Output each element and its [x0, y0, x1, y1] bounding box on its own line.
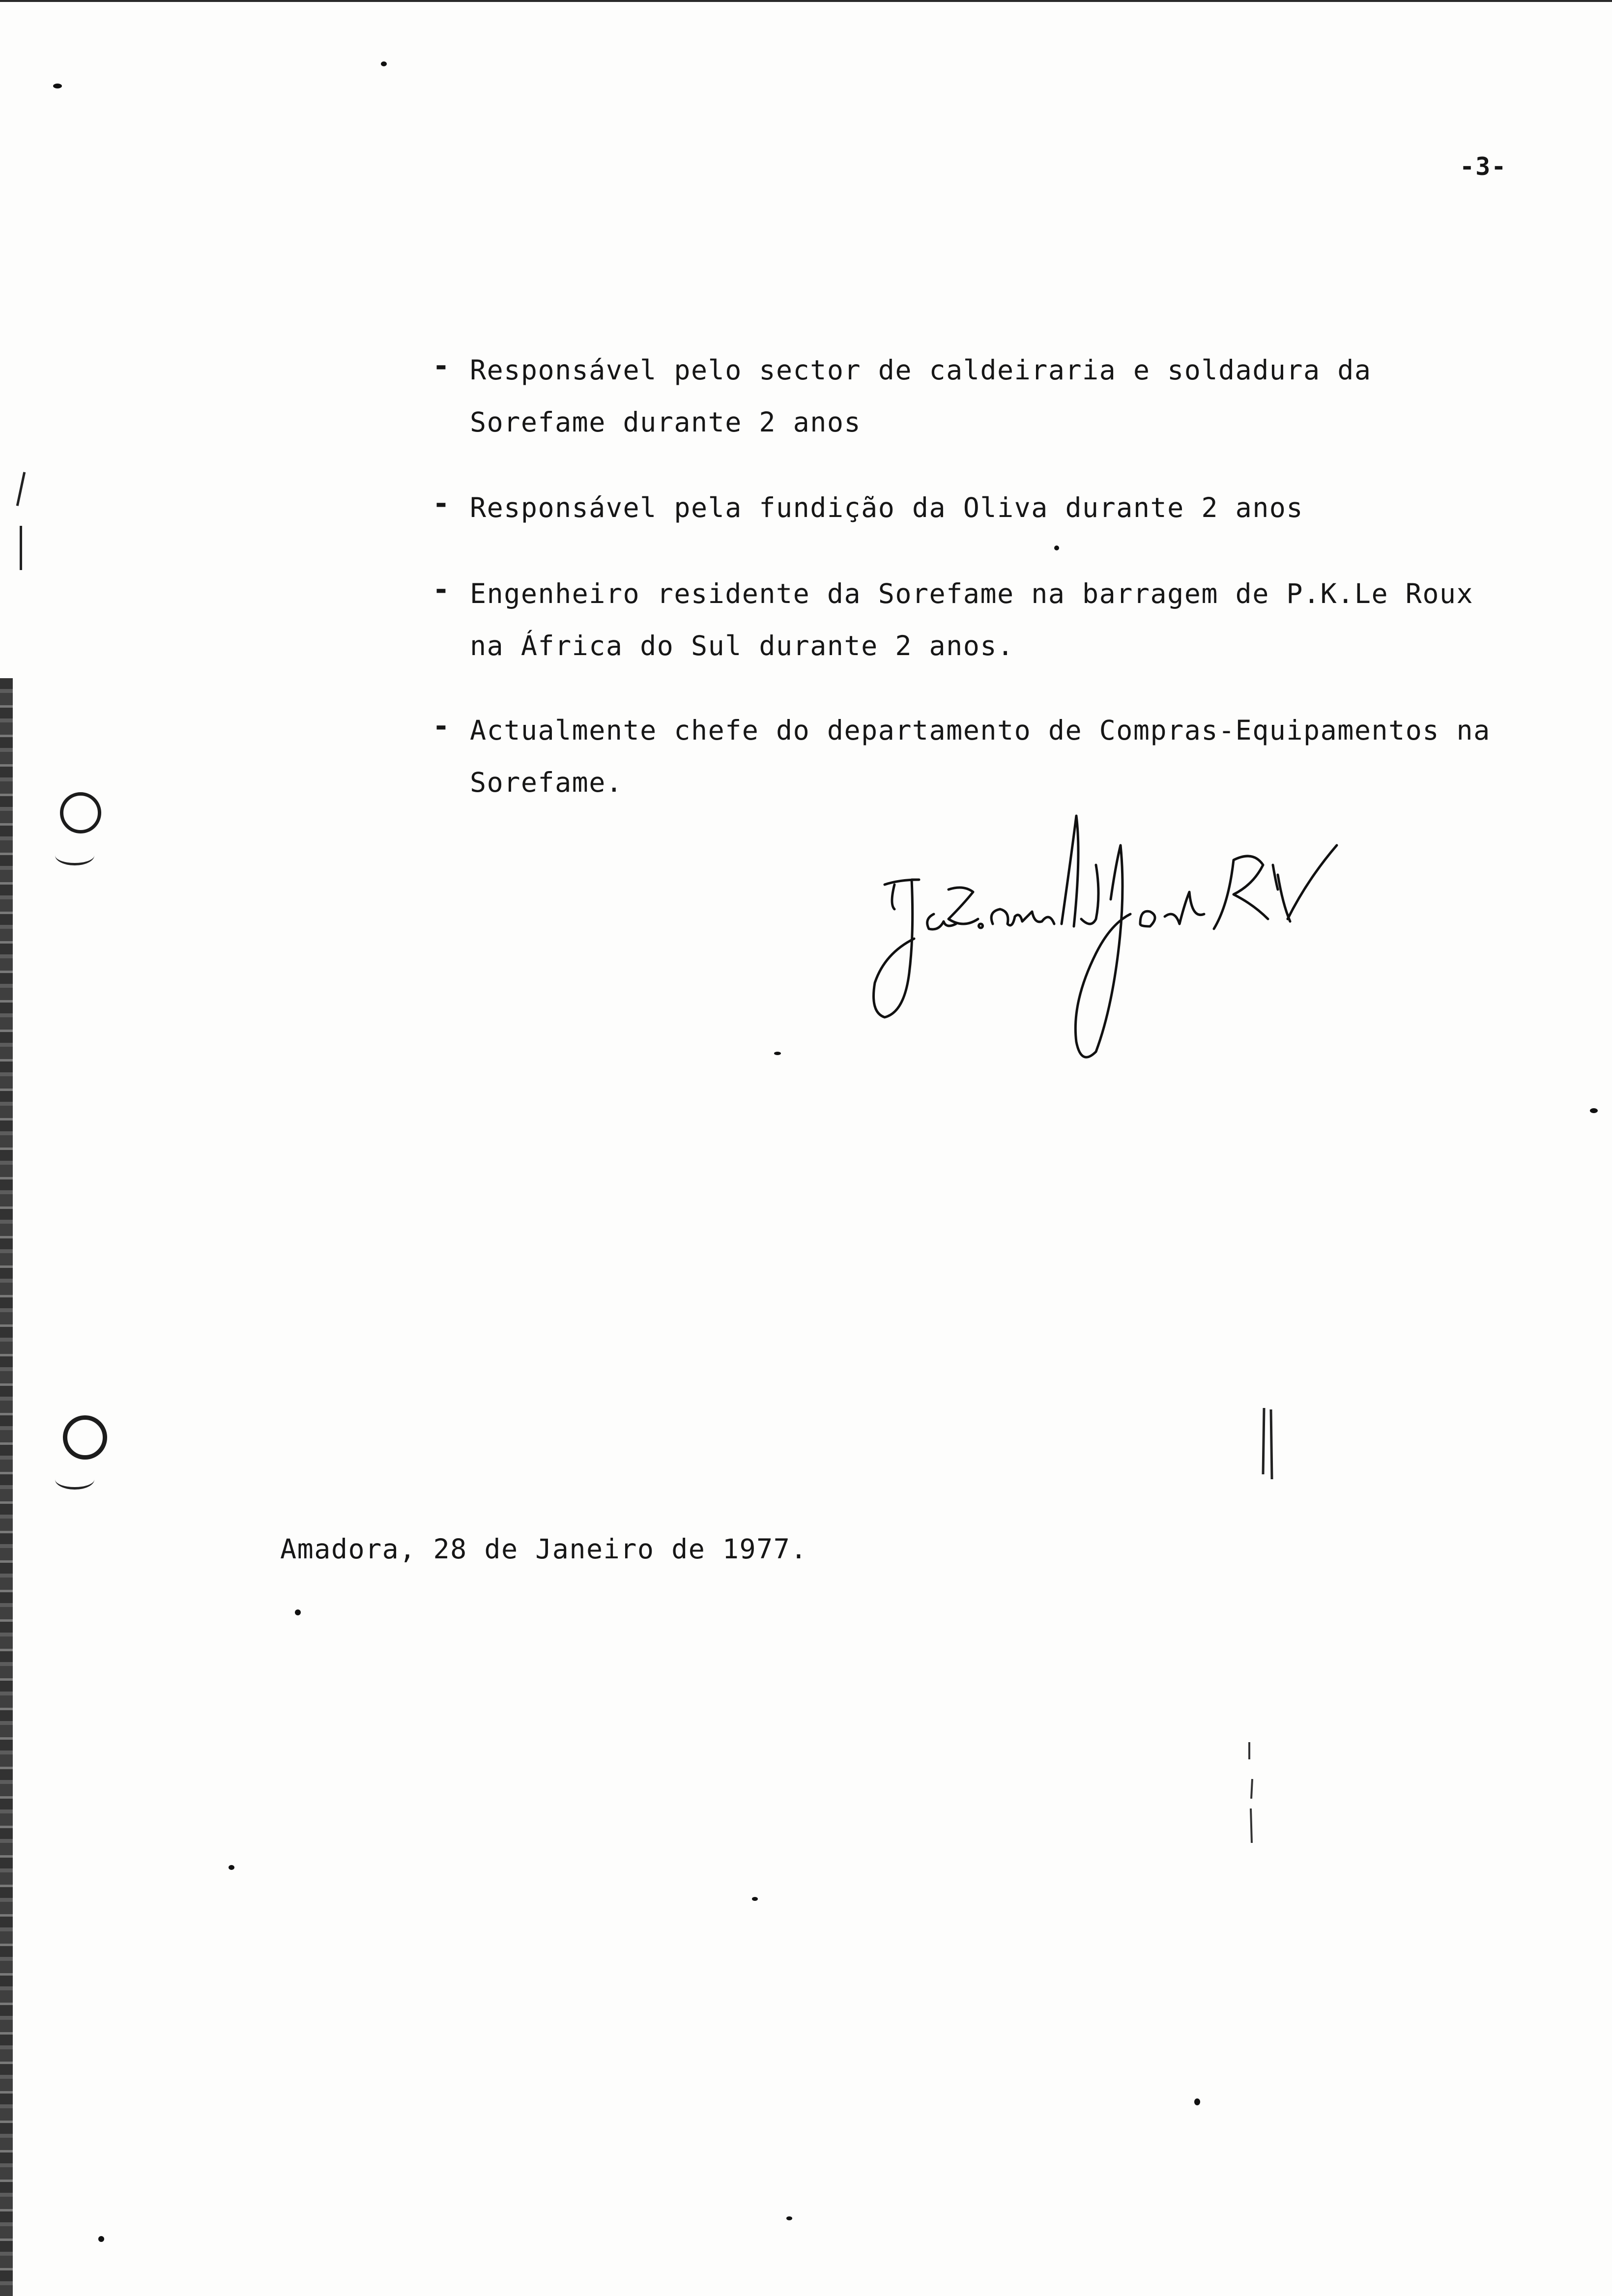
list-dash: - [432, 709, 450, 743]
speck [774, 1052, 781, 1055]
list-item-text: Responsável pela fundição da Oliva durante 2 anos [470, 492, 1304, 523]
list-item [432, 568, 1533, 676]
stray-mark [1243, 1740, 1258, 1848]
closing-place-date: Amadora, 28 de Janeiro de 1977. [280, 1533, 807, 1565]
speck [229, 1865, 234, 1870]
list-dash: - [432, 573, 450, 606]
list-item-text: Actualmente chefe do departamento de Compras-Equipamentos na Sorefame. [470, 715, 1491, 798]
speck [1194, 2098, 1200, 2105]
speck [752, 1897, 758, 1901]
list-item-text: Responsável pelo sector de caldeiraria e soldadura da Sorefame durante 2 anos [470, 354, 1372, 438]
punch-hole-icon [60, 792, 101, 833]
handwritten-signature [865, 806, 1381, 1081]
stray-mark [1258, 1406, 1278, 1479]
list-item [432, 482, 1533, 536]
punch-arc [55, 845, 94, 865]
punch-arc [55, 1469, 94, 1490]
punch-hole-icon [63, 1415, 107, 1460]
speck [1054, 545, 1059, 550]
speck [381, 61, 387, 66]
list-dash: - [432, 487, 450, 520]
list-item [432, 704, 1533, 812]
margin-mark [20, 526, 22, 570]
page-number: -3- [1460, 152, 1507, 181]
list-dash: - [432, 349, 450, 382]
speck [53, 84, 62, 88]
page-top-edge [0, 0, 1612, 2]
margin-mark [16, 472, 26, 506]
list-item [432, 344, 1533, 452]
page-left-binding-edge [0, 678, 13, 2296]
speck [98, 2236, 104, 2242]
speck [1590, 1108, 1598, 1113]
speck [295, 1609, 301, 1615]
speck [786, 2216, 792, 2220]
list-item-text: Engenheiro residente da Sorefame na barragem de P.K.Le Roux na África do Sul durante 2 anos. [470, 578, 1474, 661]
